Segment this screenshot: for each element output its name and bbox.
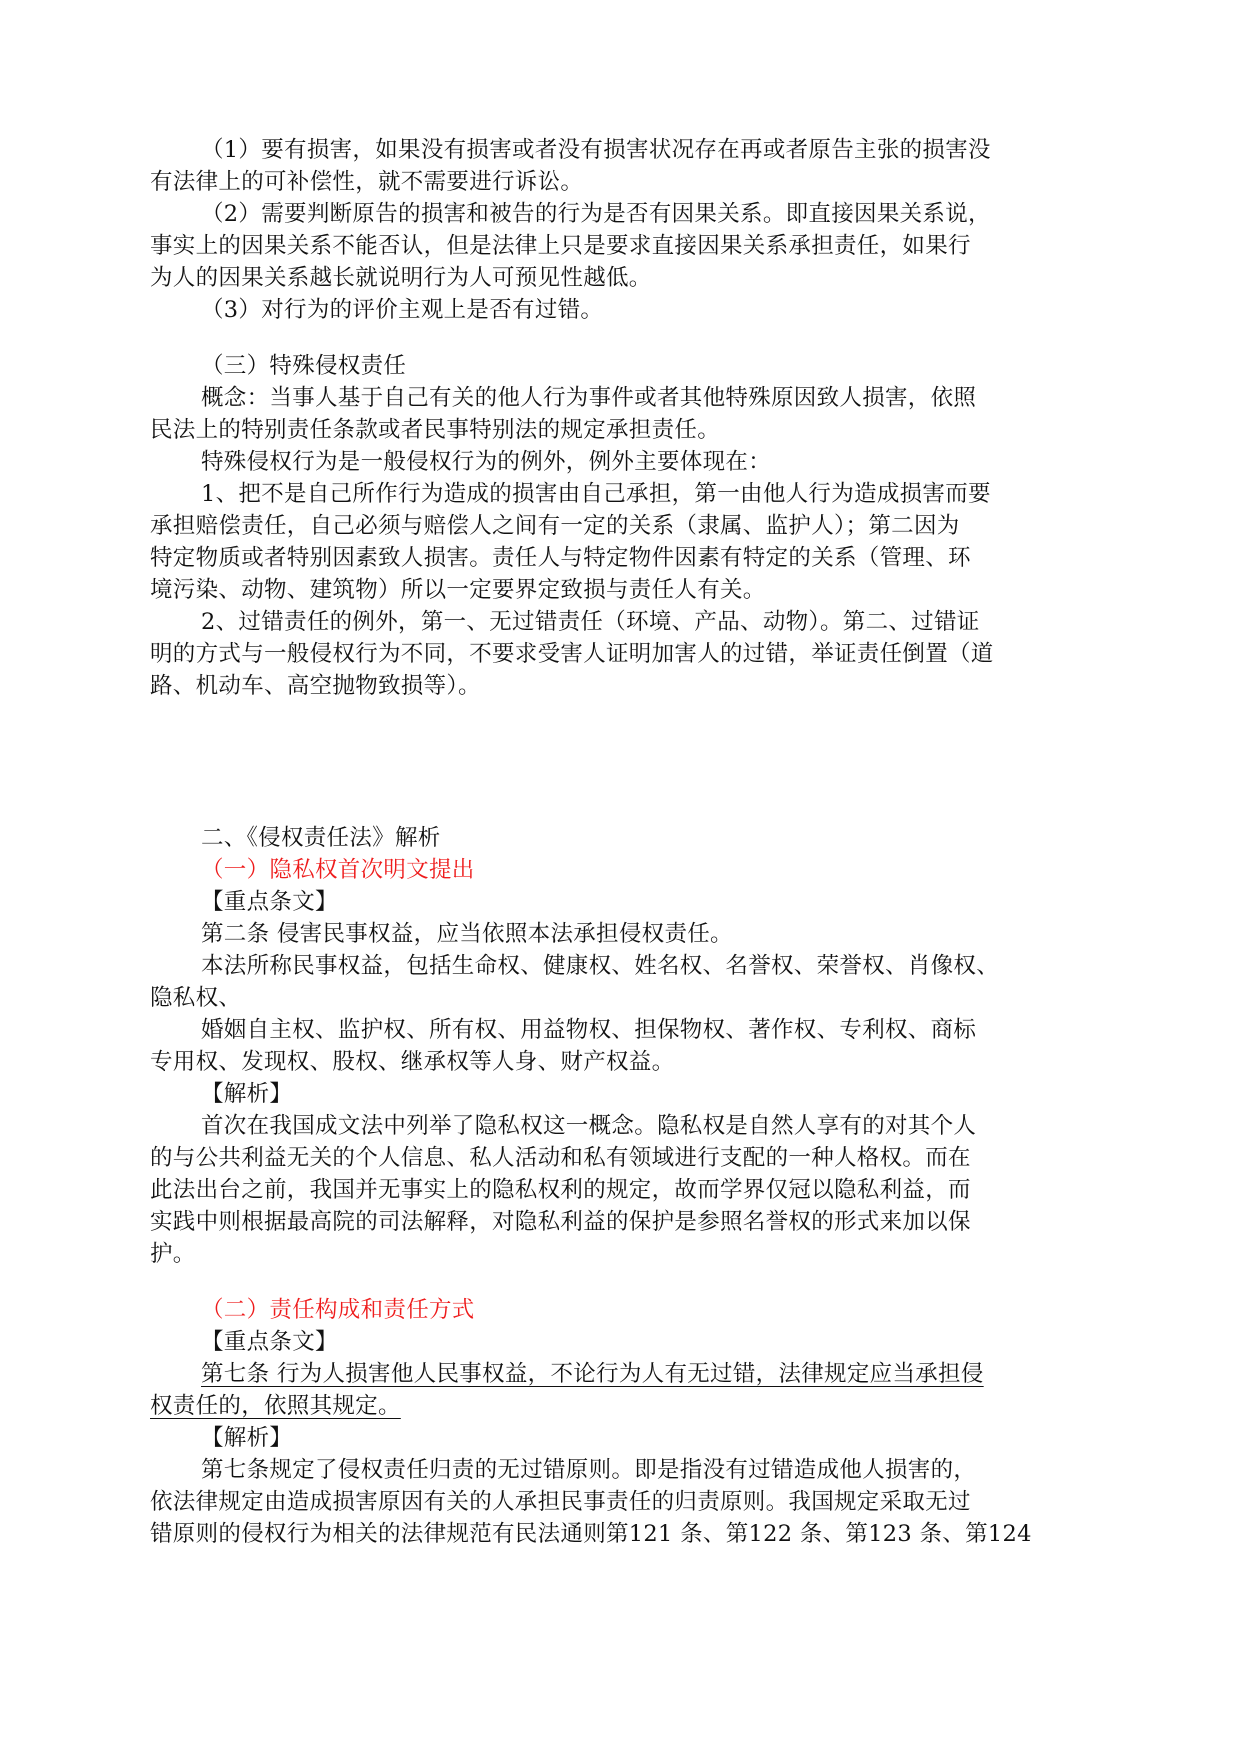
paragraph-line: （2）需要判断原告的损害和被告的行为是否有因果关系。即直接因果关系说， xyxy=(201,201,991,227)
paragraph-line: 特殊侵权行为是一般侵权行为的例外，例外主要体现在： xyxy=(201,449,772,475)
article-text: 专用权、发现权、股权、继承权等人身、财产权益。 xyxy=(150,1049,675,1075)
paragraph-line: 明的方式与一般侵权行为不同，不要求受害人证明加害人的过错，举证责任倒置（道 xyxy=(150,641,994,667)
section-heading: （三）特殊侵权责任 xyxy=(201,353,407,379)
paragraph-line: 错原则的侵权行为相关的法律规范有民法通则第121 条、第122 条、第123 条、第124 xyxy=(150,1521,1032,1547)
paragraph-line: 依法律规定由造成损害原因有关的人承担民事责任的归责原则。我国规定采取无过 xyxy=(150,1489,971,1515)
paragraph-line: 首次在我国成文法中列举了隐私权这一概念。隐私权是自然人享有的对其个人 xyxy=(201,1113,977,1139)
paragraph-line: 概念：当事人基于自己有关的他人行为事件或者其他特殊原因致人损害，依照 xyxy=(201,385,977,411)
paragraph-line: （1）要有损害，如果没有损害或者没有损害状况存在再或者原告主张的损害没 xyxy=(201,137,991,163)
article-text: 本法所称民事权益，包括生命权、健康权、姓名权、名誉权、荣誉权、肖像权、 xyxy=(201,953,1000,979)
label-key-article: 【重点条文】 xyxy=(201,889,338,915)
paragraph-line: （3）对行为的评价主观上是否有过错。 xyxy=(201,297,604,323)
article-text-underlined: 权责任的，依照其规定。 xyxy=(150,1393,401,1419)
subsection-heading: （二）责任构成和责任方式 xyxy=(201,1297,475,1323)
paragraph-line: 境污染、动物、建筑物）所以一定要界定致损与责任人有关。 xyxy=(150,577,766,603)
paragraph-line: 的与公共利益无关的个人信息、私人活动和私有领域进行支配的一种人格权。而在 xyxy=(150,1145,971,1171)
article-text: 第二条 侵害民事权益，应当依照本法承担侵权责任。 xyxy=(201,921,733,947)
subsection-heading: （一）隐私权首次明文提出 xyxy=(201,857,475,883)
section-heading: 二、《侵权责任法》解析 xyxy=(201,825,441,851)
paragraph-line: 2、过错责任的例外，第一、无过错责任（环境、产品、动物）。第二、过错证 xyxy=(201,609,980,635)
paragraph-line: 事实上的因果关系不能否认，但是法律上只是要求直接因果关系承担责任，如果行 xyxy=(150,233,971,259)
article-text-underlined: 第七条 行为人损害他人民事权益，不论行为人有无过错，法律规定应当承担侵 xyxy=(201,1361,984,1387)
paragraph-line: 为人的因果关系越长就说明行为人可预见性越低。 xyxy=(150,265,652,291)
paragraph-line: 实践中则根据最高院的司法解释，对隐私利益的保护是参照名誉权的形式来加以保 xyxy=(150,1209,971,1235)
paragraph-line: 承担赔偿责任，自己必须与赔偿人之间有一定的关系（隶属、监护人）；第二因为 xyxy=(150,513,960,539)
label-analysis: 【解析】 xyxy=(201,1425,293,1451)
label-key-article: 【重点条文】 xyxy=(201,1329,338,1355)
paragraph-line: 护。 xyxy=(150,1241,196,1267)
paragraph-line: 第七条规定了侵权责任归责的无过错原则。即是指没有过错造成他人损害的， xyxy=(201,1457,977,1483)
paragraph-line: 此法出台之前，我国并无事实上的隐私权利的规定，故而学界仅冠以隐私利益，而 xyxy=(150,1177,971,1203)
paragraph-line: 路、机动车、高空抛物致损等）。 xyxy=(150,673,481,699)
label-analysis: 【解析】 xyxy=(201,1081,293,1107)
paragraph-line: 1、把不是自己所作行为造成的损害由自己承担，第一由他人行为造成损害而要 xyxy=(201,481,991,507)
paragraph-line: 特定物质或者特别因素致人损害。责任人与特定物件因素有特定的关系（管理、环 xyxy=(150,545,971,571)
article-text: 隐私权、 xyxy=(150,985,242,1011)
article-text: 婚姻自主权、监护权、所有权、用益物权、担保物权、著作权、专利权、商标 xyxy=(201,1017,977,1043)
paragraph-line: 民法上的特别责任条款或者民事特别法的规定承担责任。 xyxy=(150,417,721,443)
paragraph-line: 有法律上的可补偿性，就不需要进行诉讼。 xyxy=(150,169,584,195)
